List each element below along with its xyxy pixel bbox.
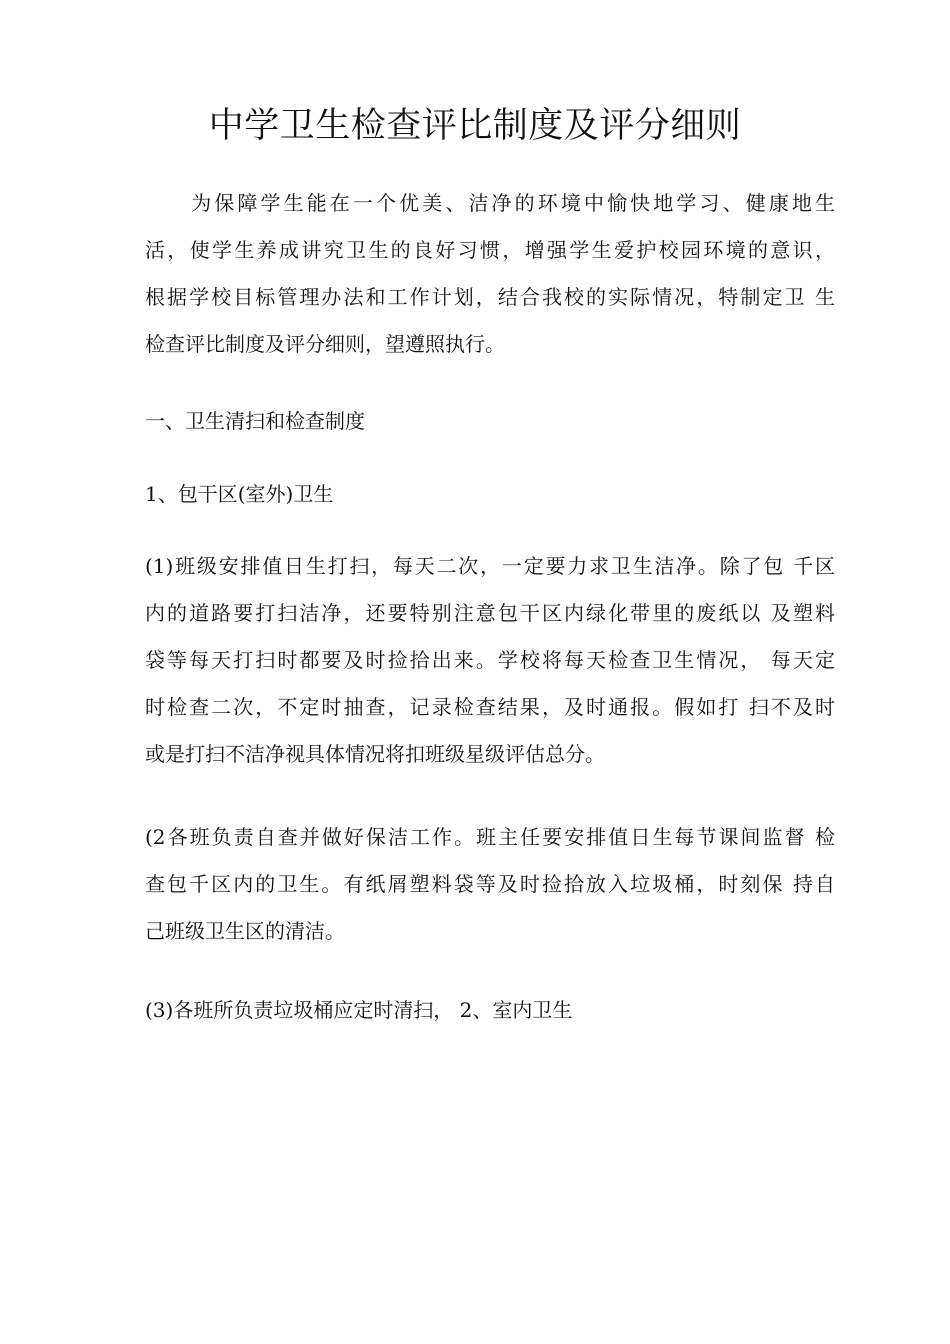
item-line: (2各班负责自查并做好保洁工作。班主任要安排值日生每节课间监督 检: [145, 825, 835, 849]
intro-line: 活，使学生养成讲究卫生的良好习惯，增强学生爱护校园环境的意识，: [145, 238, 835, 262]
section-heading: 一、卫生清扫和检查制度: [145, 409, 365, 433]
intro-line: 为保障学生能在一个优美、洁净的环境中愉快地学习、健康地生: [145, 191, 835, 215]
item-line: 时检查二次，不定时抽查，记录检查结果，及时通报。假如打 扫不及时: [145, 695, 835, 719]
item-line: 袋等每天打扫时都要及时捡拾出来。学校将每天检查卫生情况， 每天定: [145, 648, 835, 672]
item-line: 或是打扫不洁净视具体情况将扣班级星级评估总分。: [145, 742, 605, 766]
document-title: 中学卫生检查评比制度及评分细则: [208, 106, 742, 146]
item-3-paragraph: (3)各班所负责垃圾桶应定时清扫， 2、室内卫生: [145, 998, 573, 1022]
subsection-heading: 1、包干区(室外)卫生: [145, 482, 334, 506]
item-line: 查包千区内的卫生。有纸屑塑料袋等及时捡拾放入垃圾桶，时刻保 持自: [145, 872, 835, 896]
intro-line: 根据学校目标管理办法和工作计划，结合我校的实际情况，特制定卫 生: [145, 285, 835, 309]
item-line: 己班级卫生区的清洁。: [145, 919, 345, 943]
item-line: (1)班级安排值日生打扫，每天二次，一定要力求卫生洁净。除了包 千区: [145, 554, 835, 578]
intro-line: 检查评比制度及评分细则，望遵照执行。: [145, 332, 505, 356]
item-1-paragraph: [145, 543, 835, 778]
item-line: 内的道路要打扫洁净，还要特别注意包干区内绿化带里的废纸以 及塑料: [145, 601, 835, 625]
intro-paragraph: [145, 180, 835, 368]
item-2-paragraph: [145, 814, 835, 955]
